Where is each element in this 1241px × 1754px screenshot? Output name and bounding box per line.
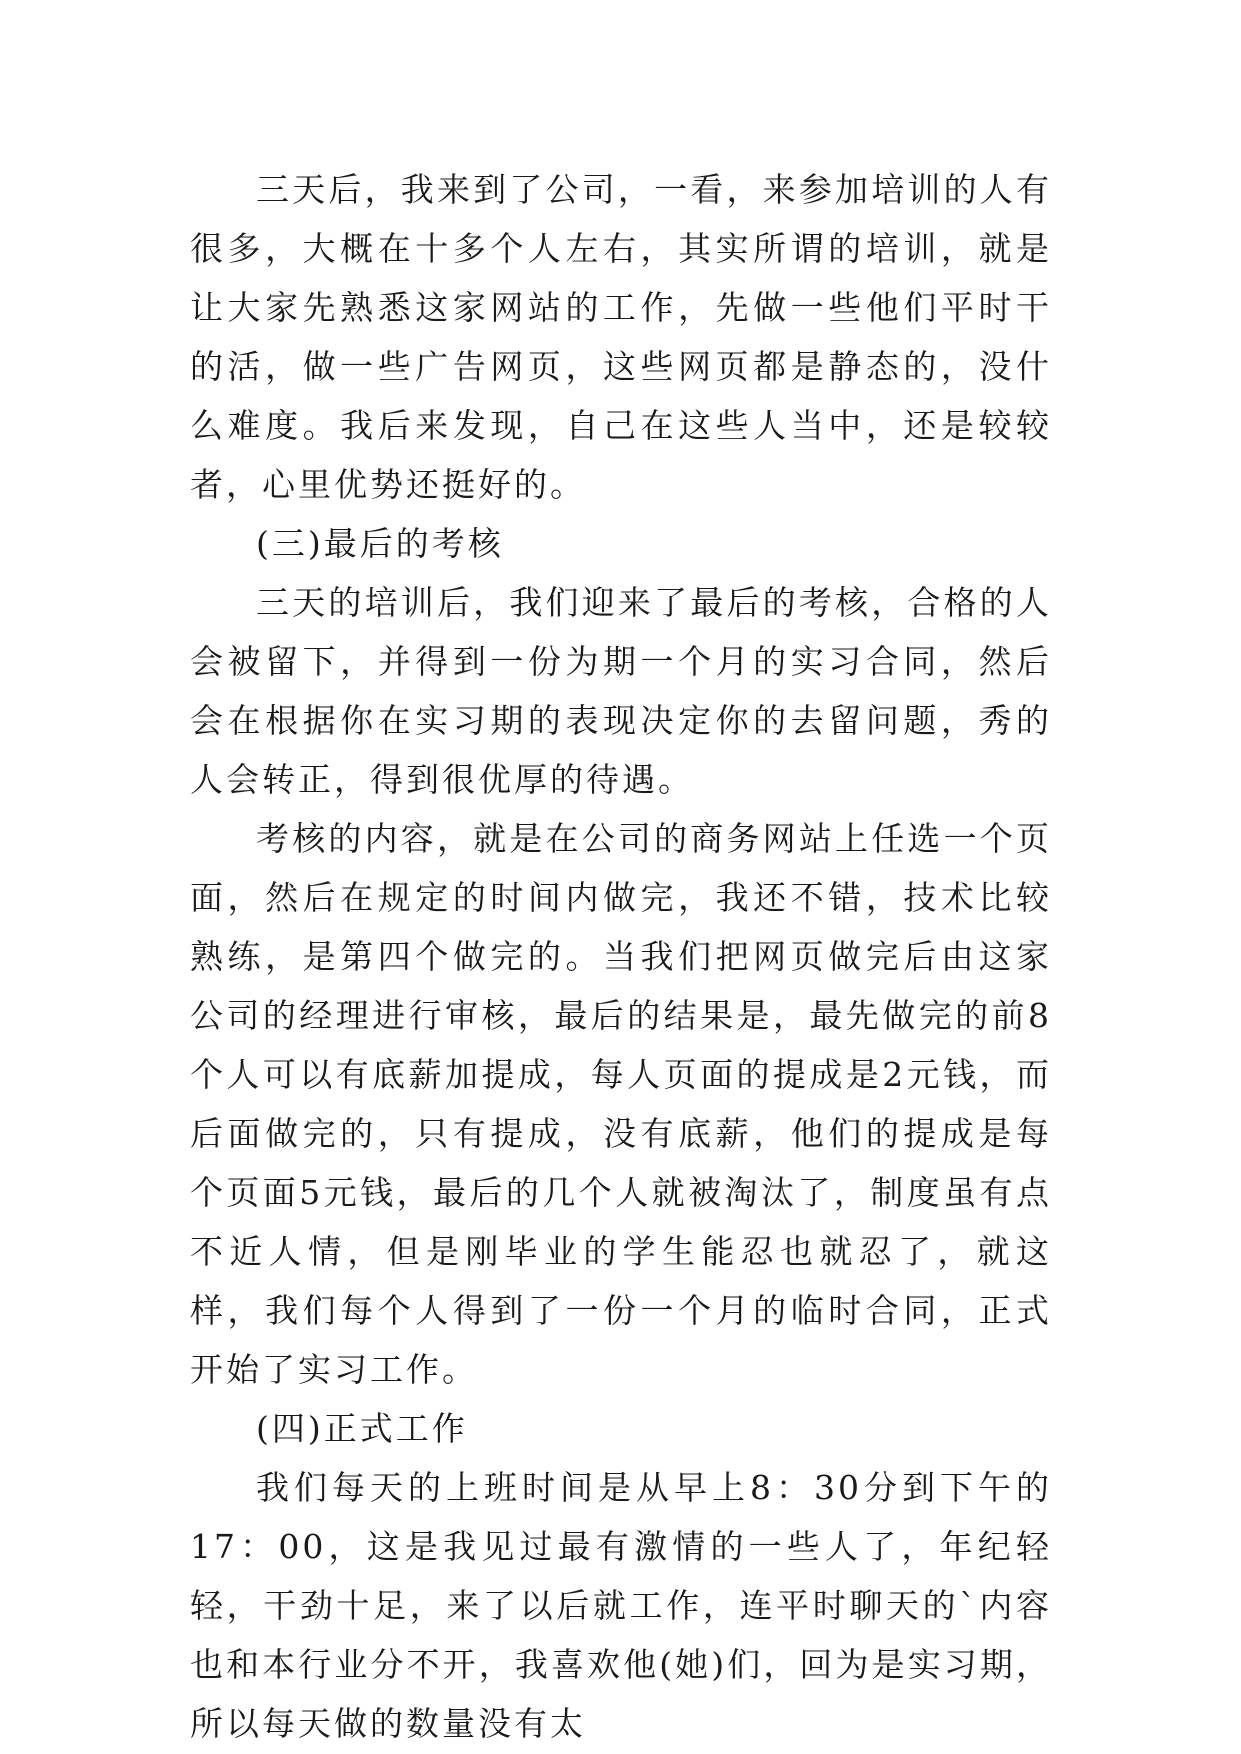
paragraph-assessment-intro: 三天的培训后，我们迎来了最后的考核，合格的人会被留下，并得到一份为期一个月的实习合同，然后会在根据你在实习期的表现决定你的去留问题，秀的人会转正，得到很优厚的待遇。 [190,583,1052,799]
section-heading-final-assessment: (三)最后的考核 [256,524,504,563]
section-heading-formal-work: (四)正式工作 [256,1409,468,1448]
document-body [190,160,1052,1753]
paragraph-work-schedule: 我们每天的上班时间是从早上8：30分到下午的17：00，这是我见过最有激情的一些人了，年纪轻轻，干劲十足，来了以后就工作，连平时聊天的`内容也和本行业分不开，我喜欢他(她)们，回为是实习期，所以每天做的数量没有太 [190,1468,1052,1743]
paragraph-assessment-content: 考核的内容，就是在公司的商务网站上任选一个页面，然后在规定的时间内做完，我还不错，技术比较熟练，是第四个做完的。当我们把网页做完后由这家公司的经理进行审核，最后的结果是，最先做完的前8个人可以有底薪加提成，每人页面的提成是2元钱，而后面做完的，只有提成，没有底薪，他们的提成是每个页面5元钱，最后的几个人就被淘汰了，制度虽有点不近人情，但是刚毕业的学生能忍也就忍了，就这样，我们每个人得到了一份一个月的临时合同，正式开始了实习工作。 [190,819,1052,1389]
paragraph-training: 三天后，我来到了公司，一看，来参加培训的人有很多，大概在十多个人左右，其实所谓的培训，就是让大家先熟悉这家网站的工作，先做一些他们平时干的活，做一些广告网页，这些网页都是静态的，没什么难度。我后来发现，自己在这些人当中，还是较较者，心里优势还挺好的。 [190,170,1052,504]
